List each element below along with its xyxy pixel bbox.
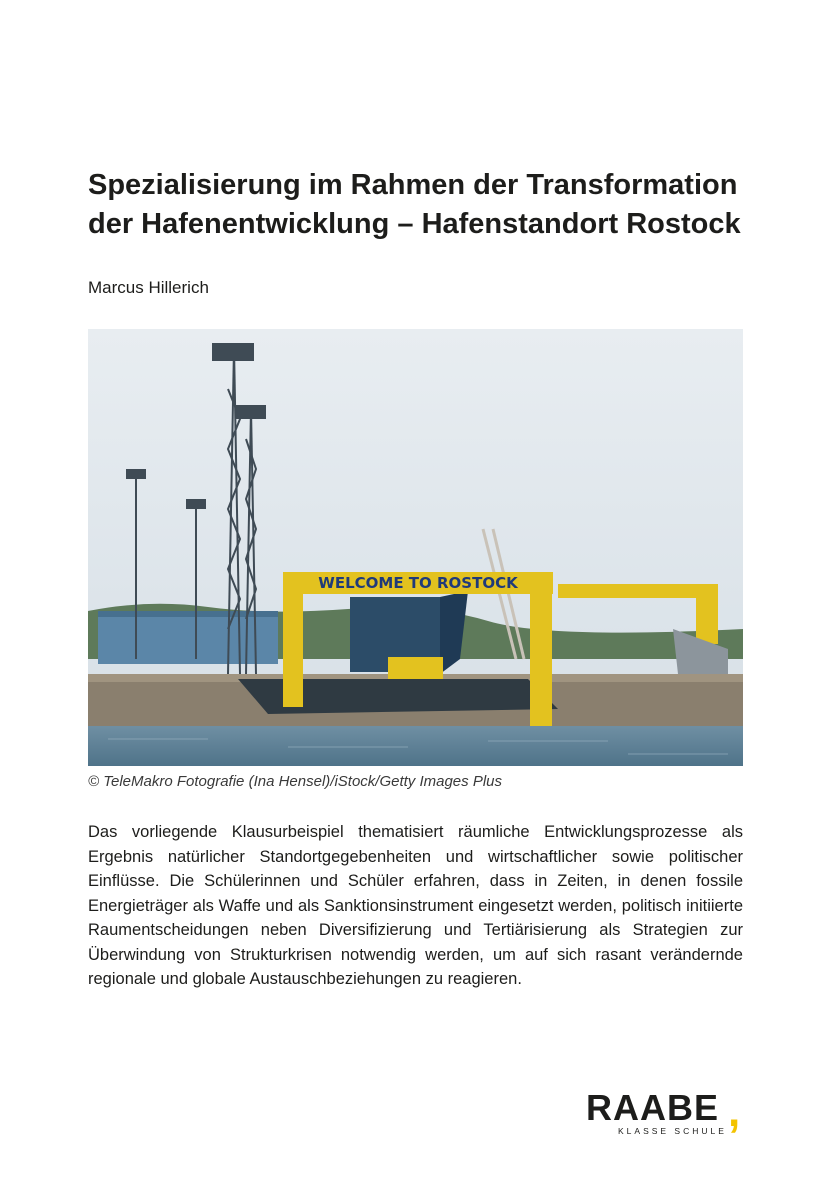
logo-wordmark: RAABE	[586, 1087, 720, 1128]
harbor-photo-illustration	[88, 329, 743, 766]
welcome-sign-text: WELCOME TO ROSTOCK	[318, 574, 518, 592]
harbor-photo	[88, 329, 743, 766]
document-title	[88, 166, 768, 244]
image-caption: © TeleMakro Fotografie (Ina Hensel)/iStock/Getty Images Plus	[88, 773, 503, 790]
intro-paragraph: Das vorliegende Klausurbeispiel thematisiert räumliche Entwicklungsprozesse als Ergebnis natürlicher Standortgegebenheiten und wirtschaftlicher sowie politischer Einflüsse. Die Schülerinnen und Schüler erfahren, dass in Zeiten, in denen fossile Energieträger als Waffe und als Sanktionsinstrument eingesetzt werden, politisch initiierte Raumentscheidungen neben Diversifizierung und Tertiärisierung als Strategien zur Überwindung von Strukturkrisen notwendig werden, um auf sich rasant verändernde regionale und globale Austauschbeziehungen zu reagieren.	[88, 823, 743, 988]
logo-comma-mark: ,	[728, 1087, 741, 1136]
author-name: Marcus Hillerich	[88, 278, 209, 297]
title-line-1: Spezialisierung im Rahmen der Transformation	[88, 169, 738, 201]
title-line-2: der Hafenentwicklung – Hafenstandort Rostock	[88, 208, 741, 240]
logo-subtitle: KLASSE SCHULE	[618, 1126, 727, 1136]
raabe-logo	[586, 1088, 746, 1140]
